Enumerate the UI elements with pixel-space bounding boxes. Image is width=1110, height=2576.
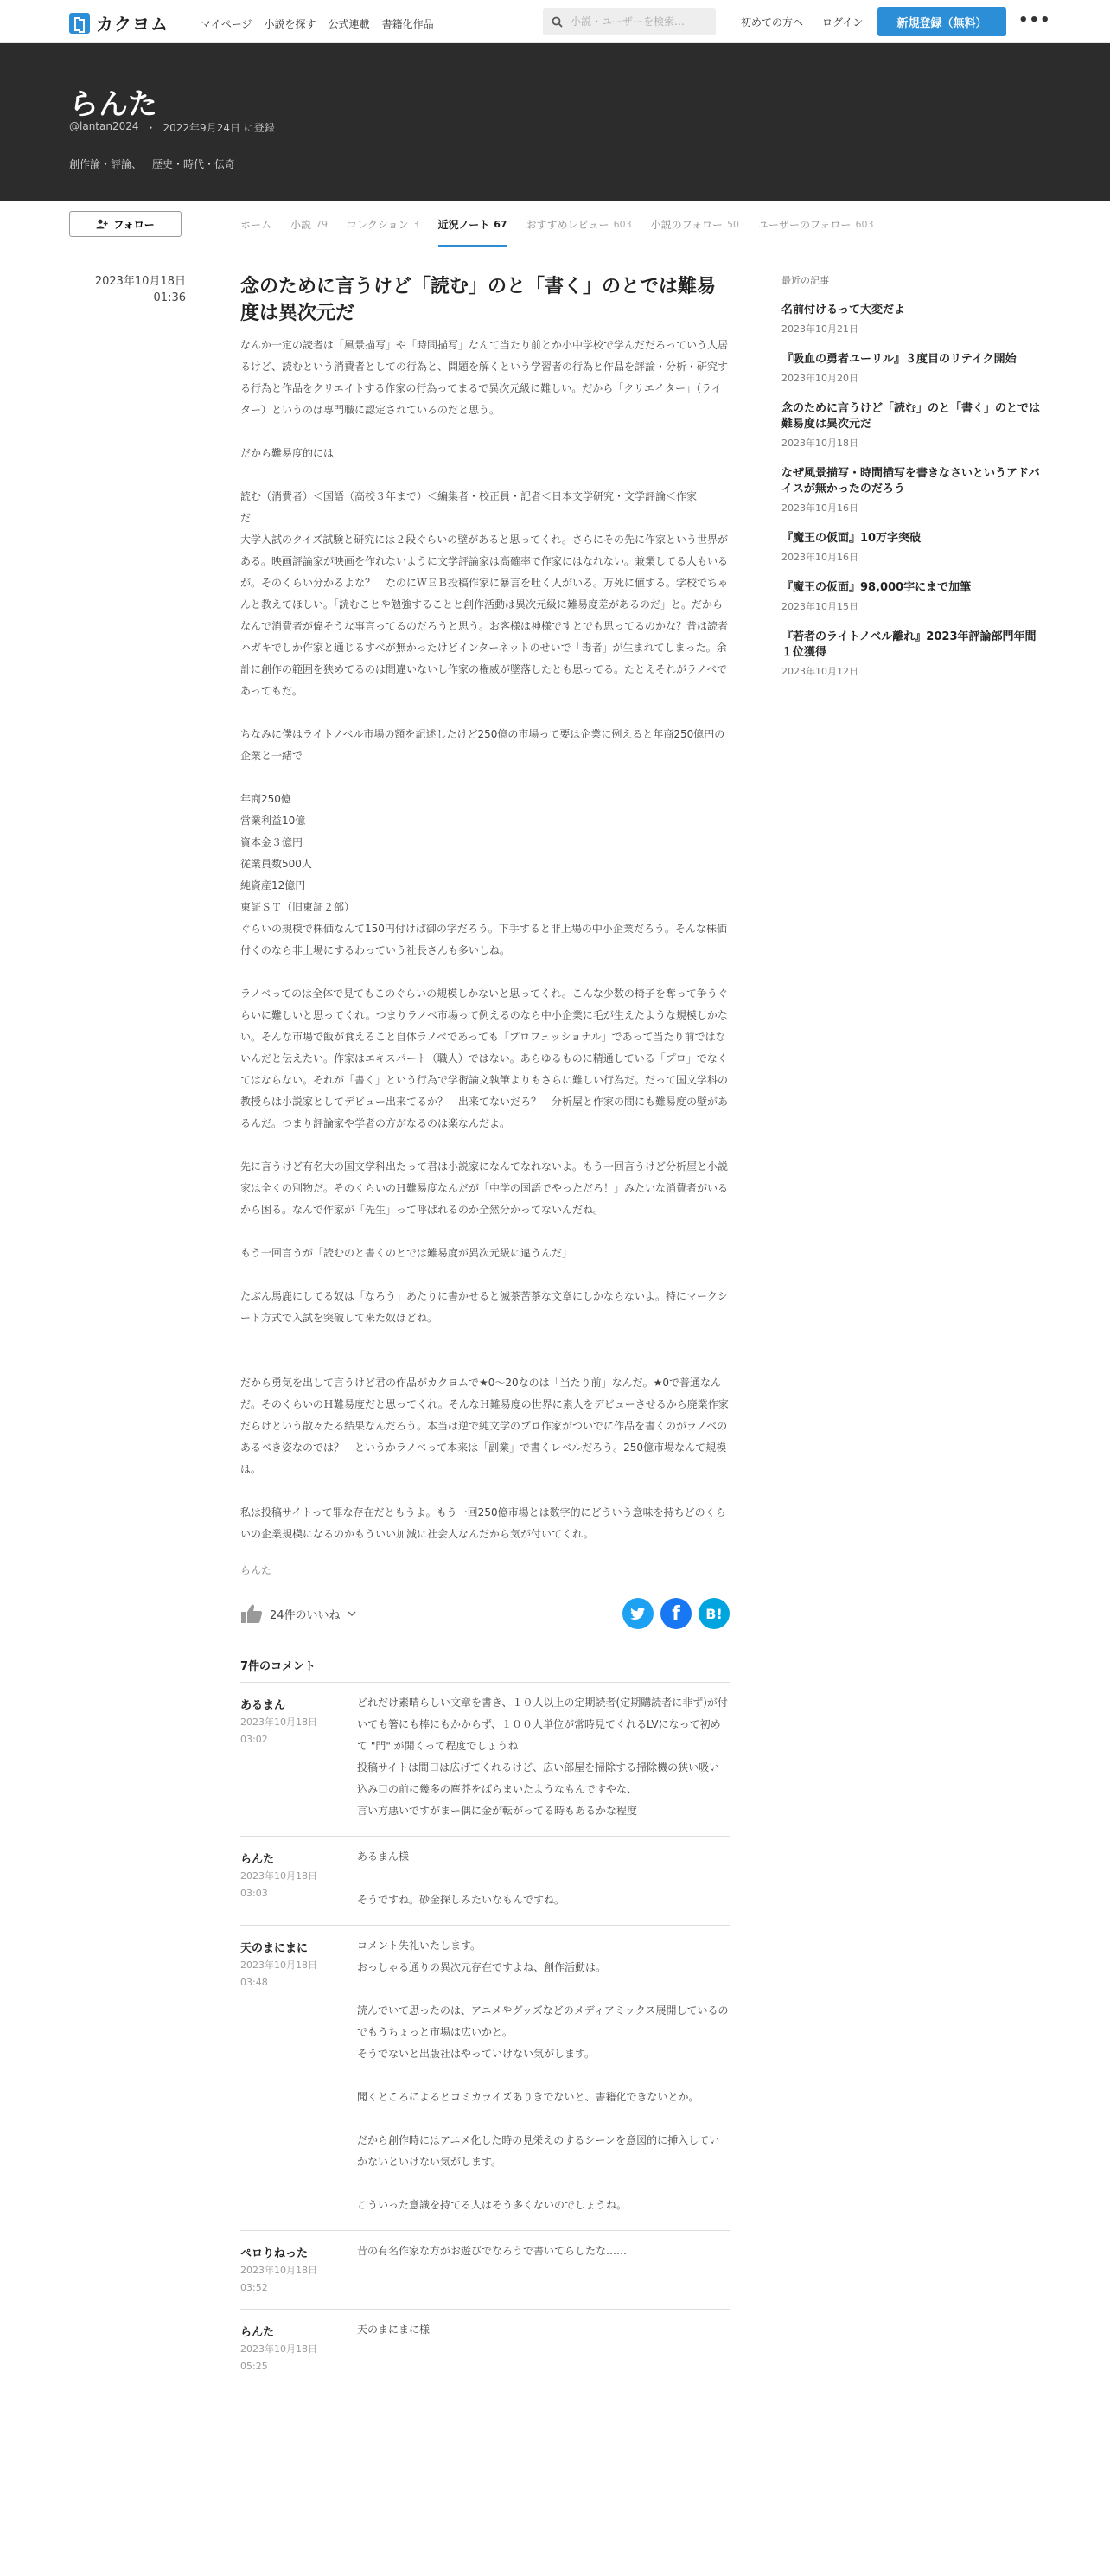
comment-time: 03:03 <box>240 1888 268 1899</box>
reaction-row <box>240 1596 730 1631</box>
profile-tabs <box>240 201 873 246</box>
article-paragraph: 年商250億 営業利益10億 資本金３億円 従業員数500人 純資産12億円 東証ＳＴ（旧東証２部） ぐらいの規模で株価なんて150円付けば御の字だろう。下手すると非上場の中小企業だろう。そんな株価付くのなら非上場にするわっていう社長さんも多いしね。 <box>240 793 727 956</box>
recent-post-title[interactable]: 名前付けるって大変だよ <box>781 304 906 316</box>
comment-time: 03:48 <box>240 1977 268 1988</box>
comment-date: 2023年10月18日 <box>240 1870 317 1882</box>
facebook-share-button[interactable] <box>660 1598 692 1629</box>
tab-label: 近況ノート <box>437 218 490 231</box>
comment-date: 2023年10月18日 <box>240 1959 317 1971</box>
comment-item <box>240 2310 730 2387</box>
recent-post-title[interactable]: なぜ風景描写・時間描写を書きなさいというアドバイスが無かったのだろう <box>781 467 1040 495</box>
genre-tag[interactable]: 創作論・評論、 <box>69 158 143 170</box>
tab-count: 79 <box>316 218 329 230</box>
tab-count: 603 <box>613 218 632 230</box>
comment-text: あるまん様 そうですね。砂金探しみたいなもんですね。 <box>357 1851 565 1906</box>
genre-tag[interactable]: 歴史・時代・伝奇 <box>152 158 236 170</box>
post-date-day: 2023年10月18日 <box>94 275 186 288</box>
search-icon <box>552 16 563 28</box>
sidebar-heading: 最近の記事 <box>781 275 829 286</box>
comment-date: 2023年10月18日 <box>240 2343 317 2355</box>
comments-heading: 7件のコメント <box>240 1657 730 1683</box>
comment-item <box>240 1683 730 1837</box>
author-signature[interactable]: らんた <box>240 1564 272 1576</box>
chevron-down-icon[interactable] <box>348 1610 356 1617</box>
article-paragraph: たぶん馬鹿にしてる奴は「なろう」あたりに書かせると滅茶苦茶な文章にしかならないよ。特にマークシート方式で入試を突破して来た奴ほどね。 <box>240 1290 729 1324</box>
more-menu-icon[interactable]: ••• <box>1018 11 1051 29</box>
site-logo[interactable] <box>69 10 169 35</box>
meta-separator: ・ <box>145 122 156 134</box>
recent-post-title[interactable]: 『吸血の勇者ユーリル』３度目のリテイク開始 <box>781 353 1017 366</box>
article-body <box>240 335 730 1545</box>
recent-post-item[interactable] <box>781 303 1041 336</box>
comment-item <box>240 1926 730 2231</box>
recent-post-date: 2023年10月16日 <box>781 552 858 563</box>
recent-post-item[interactable] <box>781 630 1041 678</box>
article-paragraph: 先に言うけど有名大の国文学科出たって君は小説家になんてなれないよ。もう一回言うけど分析屋と小説家は全くの別物だ。そのくらいのＨ難易度なんだが「中学の国語でやっただろ！」みたいな消費者がいるから困る。なんで作家が「先生」って呼ばれるのか全然分かってないんだね。 <box>240 1160 729 1216</box>
article-paragraph: だから勇気を出して言うけど君の作品がカクヨムで★0〜20なのは「当たり前」なんだ。★0で普通なんだ。そのくらいのＨ難易度だと思ってくれ。そんなＨ難易度の世界に素人をデビューさせるから廃業作家だらけという散々たる結果なんだろう。本当は逆で純文学のプロ作家がついでに作品を書くのがラノベのあるべき姿なのでは？ というかラノベって本来は「副業」で書くレベルだろう。250億市場なんて規模は。 <box>240 1377 729 1475</box>
comment-item <box>240 2231 730 2310</box>
nav-official-serials[interactable]: 公式連載 <box>328 18 370 30</box>
comment-author[interactable]: らんた <box>240 1853 275 1866</box>
facebook-icon: f <box>672 1602 680 1625</box>
follow-label: フォロー <box>113 218 155 231</box>
tab-user-follows[interactable] <box>758 201 873 246</box>
logo-icon <box>69 13 90 34</box>
like-button[interactable] <box>240 1603 356 1624</box>
article-paragraph: もう一回言うが「読むのと書くのとでは難易度が異次元級に違うんだ」 <box>240 1247 573 1259</box>
tab-label: 小説のフォロー <box>650 218 724 231</box>
thumbs-up-icon <box>240 1603 263 1624</box>
comment-item <box>240 1837 730 1926</box>
article-paragraph: ラノベってのは全体で見てもこのぐらいの規模しかないと思ってくれ。こんな少数の椅子を奪って争うぐらいに難しいと思ってくれ。つまりラノベ市場って例えるのなら中小企業に毛が生えたような規模しかない。そんな市場で飯が食えること自体ラノベであっても「プロフェッショナル」であって当たり前ではないんだと伝えたい。作家はエキスパート（職人）ではない。あらゆるものに精通している「プロ」でなくてはならない。それが「書く」という行為で学術論文執筆よりもさらに難しい行為だ。だって国文学科の教授らは小説家としてデビュー出来てるか？ 出来てないだろ？ 分析屋と作家の間にも難易度の壁があるんだ。つまり評論家や学者の方がなるのは楽なんだよ。 <box>240 988 729 1129</box>
article-paragraph: だから難易度的には <box>240 447 335 459</box>
user-name[interactable]: らんた <box>69 87 157 122</box>
comment-time: 05:25 <box>240 2361 268 2372</box>
recent-post-item[interactable] <box>781 401 1041 450</box>
like-count: 24件のいいね <box>270 1608 341 1622</box>
article-paragraph: 読む（消費者）＜国語（高校３年まで）＜編集者・校正員・記者＜日本文学研究・文学評論＜作家 だ 大学入試のクイズ試験と研究には２段ぐらいの壁があると思ってくれ。さらにその先に作家という世界がある。映画評論家が映画を作れないように文学評論家は高確率で作家にはなれない。兼業してる人もいるが。そのくらい分かるよな？ なのにＷＥＢ投稿作家に暴言を吐く人がいる。万死に値する。学校でちゃんと教えてほしい。「読むことや勉強することと創作活動は異次元級に難易度差があるのだ」と。だからなんで消費者が偉そうな事言ってるのだろうと思う。お客様は神様ですとでも思ってるのかな？昔は読者ハガキでしか作家と通じるすべが無かったけどインターネットのせいで「毒者」が生まれてしまった。余計に創作の範囲を狭めてるのは間違いないし作家の権威が墜落したとも思ってる。たとえそれがラノベであってもだ。 <box>240 490 729 697</box>
article-paragraph: 私は投稿サイトって罪な存在だともうよ。もう一回250億市場とは数字的にどういう意味を持ちどのくらいの企業規模になるのかもういい加減に社会人なんだから気が付いてくれ。 <box>240 1506 726 1540</box>
comment-text: 昔の有名作家な方がお遊びでなろうで書いてらしたな…… <box>357 2245 628 2257</box>
global-nav <box>201 16 434 31</box>
recent-post-title[interactable]: 『若者のライトノベル離れ』2023年評論部門年間１位獲得 <box>781 630 1037 659</box>
comment-time: 03:02 <box>240 1734 268 1745</box>
tab-label: おすすめレビュー <box>526 218 609 231</box>
recent-post-item[interactable] <box>781 352 1041 385</box>
recent-post-item[interactable] <box>781 466 1041 515</box>
user-meta <box>69 120 275 135</box>
comment-date: 2023年10月18日 <box>240 2265 317 2276</box>
comment-text: どれだけ素晴らしい文章を書き、１０人以上の定期読者(定期購読者に非ず)が付いても箸にも棒にもかからず、１００人単位が常時見てくれるLVになって初めて "門" が開くって程度でしょうね 投稿サイトは間口は広げてくれるけど、広い部屋を掃除する掃除機の狭い吸い込み口の前に幾多の塵芥をばらまいたようなもんですやな、 言い方悪いですがまー偶に金が転がってる時もあるかな程度 <box>357 1697 728 1817</box>
tab-news-notes[interactable] <box>438 201 507 246</box>
recent-post-item[interactable] <box>781 580 1041 613</box>
comment-author[interactable]: あるまん <box>240 1699 286 1712</box>
recent-post-item[interactable] <box>781 531 1041 564</box>
recent-post-title[interactable]: 『魔王の仮面』10万字突破 <box>781 532 922 545</box>
logo-text: カクヨム <box>96 14 169 35</box>
follow-button[interactable] <box>69 211 182 237</box>
user-genres <box>69 157 235 171</box>
recent-posts-sidebar <box>781 273 1041 694</box>
tab-collections[interactable] <box>347 201 419 246</box>
hatena-bookmark-button[interactable] <box>699 1598 730 1629</box>
user-header <box>0 43 1110 201</box>
tab-novels[interactable] <box>290 201 328 246</box>
post-date-time: 01:36 <box>153 291 186 304</box>
recent-post-title[interactable]: 『魔王の仮面』98,000字にまで加筆 <box>781 581 972 594</box>
tab-count: 3 <box>412 218 419 230</box>
user-plus-icon <box>96 219 108 229</box>
tab-label: ユーザーのフォロー <box>758 218 852 231</box>
comment-text: 天のまにまに様 <box>357 2324 431 2336</box>
tab-home[interactable] <box>240 201 271 246</box>
hatena-icon: B! <box>705 1605 723 1622</box>
share-buttons <box>622 1598 730 1629</box>
tab-reviews[interactable] <box>526 201 632 246</box>
login-link[interactable]: ログイン <box>822 16 864 29</box>
article-paragraph: ちなみに僕はライトノベル市場の額を記述したけど250億の市場って要は企業に例えると年商250億円の企業と一緒で <box>240 728 725 762</box>
nav-published-works[interactable]: 書籍化作品 <box>381 18 434 30</box>
tab-count: 603 <box>855 218 874 230</box>
recent-post-date: 2023年10月15日 <box>781 601 858 612</box>
recent-post-date: 2023年10月12日 <box>781 666 858 677</box>
comment-author[interactable]: 天のまにまに <box>240 1942 309 1955</box>
search-box[interactable] <box>543 8 716 35</box>
comment-time: 03:52 <box>240 2282 268 2293</box>
twitter-share-button[interactable] <box>622 1598 654 1629</box>
news-note-article <box>240 273 730 2387</box>
recent-post-date: 2023年10月20日 <box>781 373 858 384</box>
profile-tabbar <box>0 201 1110 246</box>
tab-label: ホーム <box>240 218 272 231</box>
comment-author[interactable]: らんた <box>240 2326 275 2339</box>
tab-novel-follows[interactable] <box>651 201 739 246</box>
recent-post-date: 2023年10月16日 <box>781 502 858 514</box>
first-time-link[interactable]: 初めての方へ <box>741 16 804 29</box>
recent-post-title[interactable]: 念のために言うけど「読む」のと「書く」のとでは難易度は異次元だ <box>781 402 1041 431</box>
nav-mypage[interactable]: マイページ <box>201 18 252 30</box>
user-handle: @lantan2024 <box>69 120 139 132</box>
recent-post-date: 2023年10月18日 <box>781 438 858 449</box>
post-date <box>69 273 186 306</box>
article-paragraph: なんか一定の読者は「風景描写」や「時間描写」なんて当たり前とか小中学校で学んだだろっていう人居るけど、読むという消費者としての行為と、問題を解くという学習者の行為と作品を評論・分析・研究する行為と作品をクリエイトする作家の行為ってまるで異次元級に難しい。だから「クリエイター」（ライター）というのは専門職に認定されているのだと思う。 <box>240 339 729 416</box>
top-bar <box>0 0 1110 43</box>
twitter-icon <box>630 1608 646 1620</box>
comment-text: コメント失礼いたします。 おっしゃる通りの異次元存在ですよね、創作活動は。 読んでいて思ったのは、アニメやグッズなどのメディアミックス展開しているのでもうちょっと市場は広いかと。 そうでないと出版社はやっていけない気がします。 聞くところによるとコミカライズありきでないと、書籍化できないとか。 だから創作時にはアニメ化した時の見栄えのするシーンを意図的に挿入していかないといけない気がします。 こういった意識を持てる人はそう多くないのでしょうね。 <box>357 1940 729 2211</box>
search-input[interactable] <box>571 16 713 28</box>
recent-post-date: 2023年10月21日 <box>781 323 858 335</box>
header-links <box>741 15 863 29</box>
signup-button[interactable]: 新規登録（無料） <box>877 7 1006 36</box>
article-title: 念のために言うけど「読む」のと「書く」のとでは難易度は異次元だ <box>240 276 717 324</box>
tab-label: コレクション <box>347 218 409 231</box>
comment-date: 2023年10月18日 <box>240 1716 317 1728</box>
registered-date: 2022年9月24日 に登録 <box>163 122 275 134</box>
nav-find-novels[interactable]: 小説を探す <box>264 18 316 30</box>
tab-count: 50 <box>727 218 740 230</box>
comment-author[interactable]: ペロりねった <box>240 2247 309 2260</box>
tab-label: 小説 <box>290 218 312 231</box>
tab-count: 67 <box>494 218 507 230</box>
